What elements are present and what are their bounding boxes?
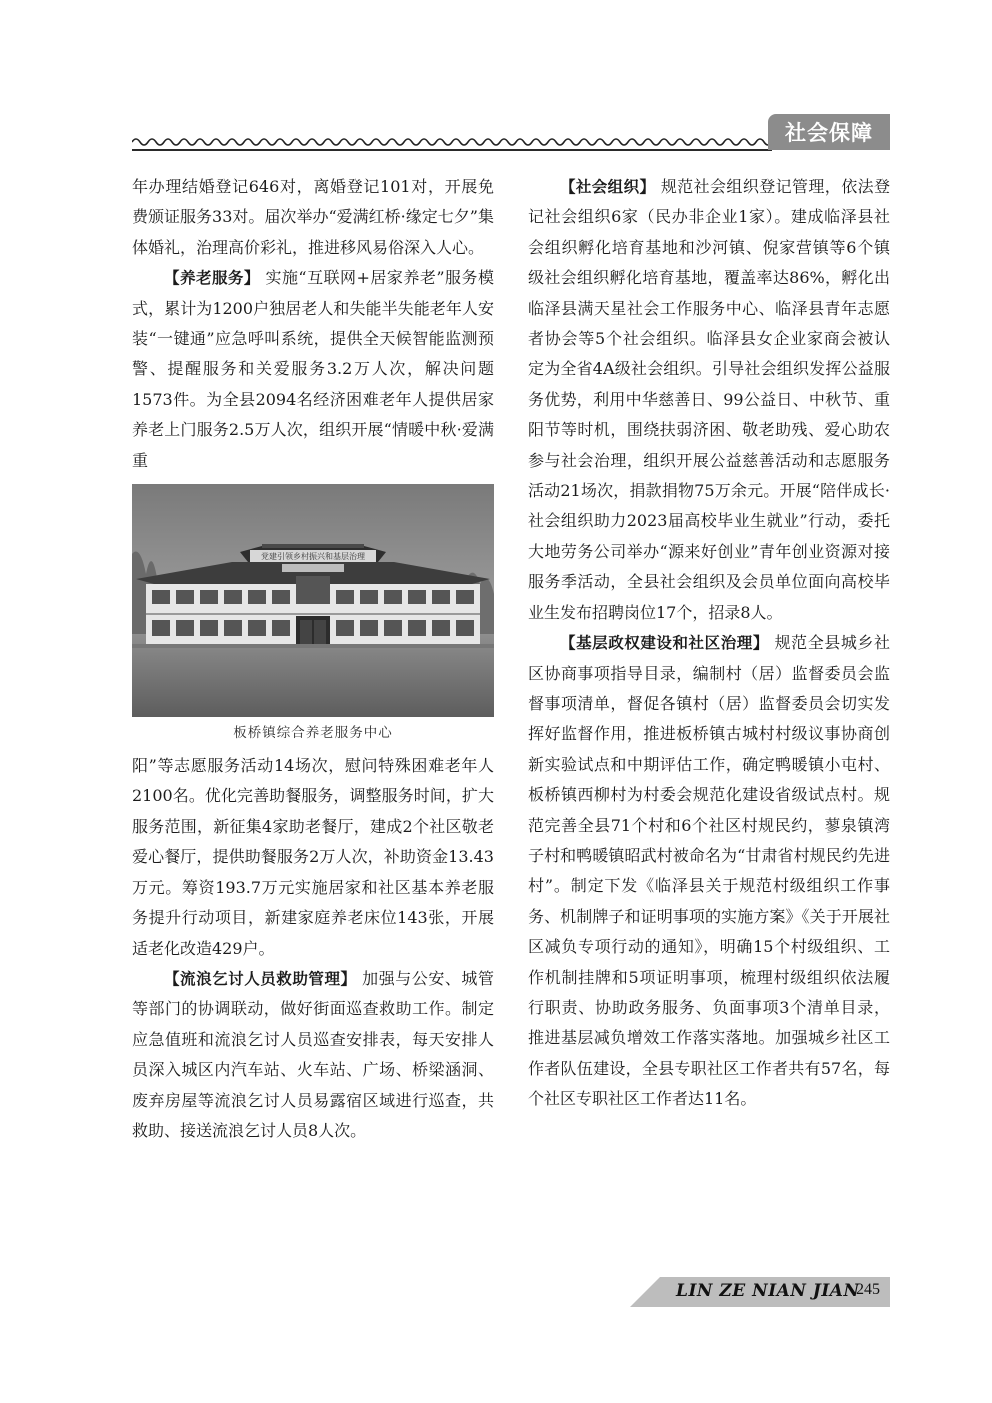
section-tab [768,114,890,150]
right-column [528,172,890,1115]
header-wave-ornament [132,134,772,150]
heading-vagrant-rescue: 【流浪乞讨人员救助管理】 [164,969,357,988]
heading-elderly-services: 【养老服务】 [164,269,260,288]
paragraph-social-organizations [528,172,890,628]
text-grassroots-governance: 规范全县城乡社区协商事项指导目录，编制村（居）监督委员会监督事项清单，督促各镇村（居）监督委员会切实发挥好监督作用，推进板桥镇古城村村级议事协商创新实验试点和中期评估工作，确定鸭暖镇小屯村、板桥镇西柳村为村委会规范化建设省级试点村。规范完善全县71个村和6个社区村规民约，蓼泉镇湾子村和鸭暖镇昭武村被命名为“甘肃省村规民约先进村”。制定下发《临泽县关于规范村级组织工作事务、机制牌子和证明事项的实施方案》《关于开展社区减负专项行动的通知》，明确15个村级组织、工作机制挂牌和5项证明事项，梳理村级组织依法履行职责、协助政务服务、负面事项3个清单目录，推进基层减负增效工作落实落地。加强城乡社区工作者队伍建设，全县专职社区工作者共有57名，每个社区专职社区工作者达11名。 [528,633,890,1109]
heading-social-organizations: 【社会组织】 [560,178,656,196]
journal-title: LIN ZE NIAN JIAN [676,1281,860,1301]
paragraph-vagrant-rescue [132,964,494,1146]
paragraph-grassroots-governance [528,628,890,1115]
header-rule [132,149,772,151]
page-footer [630,1277,890,1307]
page-number: 245 [856,1281,880,1298]
section-title: 社会保障 [785,121,873,145]
photo-caption: 板桥镇综合养老服务中心 [233,725,393,742]
elderly-care-center-photo [132,484,494,717]
paragraph-elderly-services [132,263,494,476]
left-column [132,172,494,1146]
photo-figure [132,484,494,743]
photo-sign-text: 党建引领乡村振兴和基层治理 [261,552,365,562]
text-vagrant-rescue: 加强与公安、城管等部门的协调联动，做好街面巡查救助工作。制定应急值班和流浪乞讨人员巡查安排表，每天安排人员深入城区内汽车站、火车站、广场、桥梁涵洞、废弃房屋等流浪乞讨人员易露宿区域进行巡查，共救助、接送流浪乞讨人员8人次。 [132,968,494,1140]
paragraph-marriage-continued: 年办理结婚登记646对，离婚登记101对，开展免费颁证服务33对。届次举办“爱满红桥·缘定七夕”集体婚礼，治理高价彩礼，推进移风易俗深入人心。 [132,177,494,257]
paragraph-elderly-continued: 阳”等志愿服务活动14场次，慰问特殊困难老年人2100名。优化完善助餐服务，调整服务时间，扩大服务范围，新征集4家助老餐厅，建成2个社区敬老爱心餐厅，提供助餐服务2万人次，补助资金13.43万元。筹资193.7万元实施居家和社区基本养老服务提升行动项目，新建家庭养老床位143张，开展适老化改造429户。 [132,756,494,958]
text-elderly-services: 实施“互联网+居家养老”服务模式，累计为1200户独居老人和失能半失能老年人安装“一键通”应急呼叫系统，提供全天候智能监测预警、提醒服务和关爱服务3.2万人次，解决问题1573件。为全县2094名经济困难老年人提供居家养老上门服务2.5万人次，组织开展“情暖中秋·爱满重 [132,268,494,470]
text-social-organizations: 规范社会组织登记管理，依法登记社会组织6家（民办非企业1家）。建成临泽县社会组织孵化培育基地和沙河镇、倪家营镇等6个镇级社会组织孵化培育基地，覆盖率达86%，孵化出临泽县满天星社会工作服务中心、临泽县青年志愿者协会等5个社会组织。临泽县女企业家商会被认定为全省4A级社会组织。引导社会组织发挥公益服务优势，利用中华慈善日、99公益日、中秋节、重阳节等时机，围绕扶弱济困、敬老助残、爱心助农参与社会治理，组织开展公益慈善活动和志愿服务活动21场次，捐款捐物75万余元。开展“陪伴成长·社会组织助力2023届高校毕业生就业”行动，委托大地劳务公司举办“源来好创业”青年创业资源对接服务季活动，全县社会组织及会员单位面向高校毕业生发布招聘岗位17个，招录8人。 [528,177,890,622]
heading-grassroots-governance: 【基层政权建设和社区治理】 [560,634,769,653]
